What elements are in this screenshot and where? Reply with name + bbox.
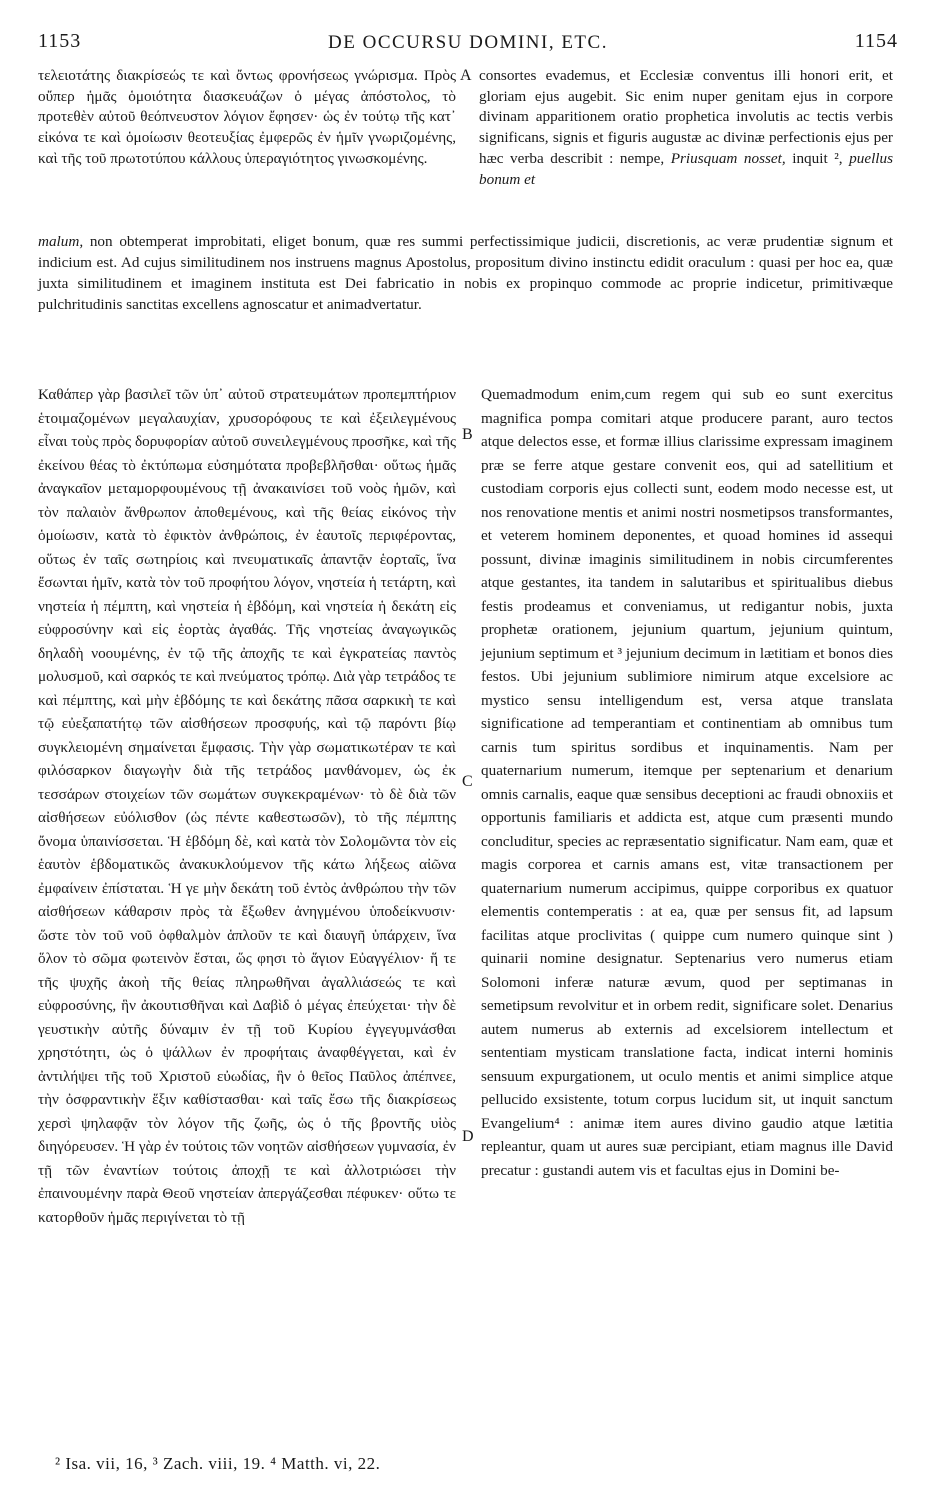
footnotes: ² Isa. vii, 16, ³ Zach. viii, 19. ⁴ Matth. vi, 22. xyxy=(55,1454,381,1473)
latin-quote-attribution: inquit ², xyxy=(785,149,843,167)
left-column-number: 1153 xyxy=(38,30,82,52)
greek-text-top: τελειοτάτης διακρίσεώς τε καὶ ὄντως φρονήσεως γνώρισμα. Πρὸς οὔπερ ἡμᾶς ὁμοιότητα διασκευάζων ὁ μέγας ἀπόστολος, τὸ προτεθὲν αὐτοῦ θεόπνευστον λόγιον ἔφησεν· ὡς ἐν τούτῳ τῆς κατ᾽ εἰκόνα τε καὶ ὁμοίωσιν θεοτευξίας ἐμφερῶς ἐν ἡμῖν γνωριζομένης, καὶ τῆς τοῦ πρωτοτύπου κάλλους ὑπεραγιότητος γινωσκομένης. xyxy=(38,67,456,167)
page-header xyxy=(38,30,898,56)
latin-quote-end: malum, xyxy=(38,233,84,250)
running-title: DE OCCURSU DOMINI, ETC. xyxy=(328,32,608,53)
latin-text-continuation xyxy=(38,231,893,315)
greek-text-main: Καθάπερ γὰρ βασιλεῖ τῶν ὑπ᾽ αὐτοῦ στρατευμάτων προπεμπτήριον ἑτοιμαζομένων μεγαλαυχίαν, χρυσορόφους τε καὶ ἐξειλεγμένους εἶναι τοὺς πρὸς δορυφορίαν αὐτοῦ συνειλεγμένους προσῆκε, καὶ τῆς ἐκείνου θέας τὸ ἐκτύπωμα εὐσημότατα προβεβλῆσθαι· οὕτως ἡμᾶς ἀναγκαῖον μεταμορφουμένους τῇ ἀνακαινίσει τοῦ νοὸς ἡμῶν, καὶ τὸν παλαιὸν ἄνθρωπον ἀποθεμένους, καὶ τῆς θείας εἰκόνος τὴν ὁμοίωσιν, κατὰ τὸ ἐφικτὸν ἀνθρώποις, ἐν ἑαυτοῖς περιφέροντας, οὕτως ἐν ταῖς σωτηρίοις καὶ πνευματικαῖς ἁπαντᾷν ἑορταῖς, ἵνα ἔσωνται ἡμῖν, κατὰ τὸν τοῦ προφήτου λόγον, νηστεία ἡ τετάρτη, καὶ νηστεία ἡ πέμπτη, καὶ νηστεία ἡ ἑβδόμη, καὶ νηστεία ἡ δεκάτη εἰς εὐφροσύνην καὶ εἰς ἑορτὰς ἀγαθάς. Τῆς νηστείας ἀναγωγικῶς δηλαδὴ νοουμένης, ἐν τῷ τῆς ἀποχῆς τε καὶ ἐγκρατείας παντὸς μολυσμοῦ, καὶ σαρκός τε καὶ πνεύματος τρόπῳ. Διὰ γὰρ τετράδος τε καὶ πέμπτης, καὶ μὴν ἑβδόμης τε καὶ δεκάτης πᾶσα σαρκικὴ τε καὶ τῷ εὐεξαπατήτῳ τῶν αἰσθήσεων προσφυής, καὶ τῷ παρόντι βίῳ συγκλειομένη σημαίνεται ἔμφασις. Τὴν γὰρ σωματικωτέραν τε καὶ φιλόσαρκον διαγωγὴν διὰ τῆς τετράδος μανθάνομεν, ὡς ἐκ τεσσάρων στοιχείων τῶν σωμάτων συγκεκραμένων· τὸ δὲ διὰ τῶν αἰσθήσεων εὐόλισθον (ὡς πέντε καθεστωσῶν), τὸ τῆς πέμπτης ὄνομα ὑπαινίσσεται. Ἡ ἑβδόμη δὲ, καὶ κατὰ τὸν Σολομῶντα τὸν εἰς ἑαυτὸν ἑβδοματικῶς ἀνακυκλούμενον τῆς κάτω λήξεως αἰῶνα ἐμφαίνειν ἐπίσταται. Ἡ γε μὴν δεκάτη τοῦ ἐντὸς ἀνθρώπου τὴν τῶν αἰσθήσεων κάθαρσιν πρὸς τὰ ἔξωθεν ἀνηγμένου ὑποδείκνυσιν· ὥστε τὸν τοῦ νοῦ ὀφθαλμὸν ἁπλοῦν τε καὶ διαυγῆ ὑπάρχειν, ἵνα ὅλον τὸ σῶμα φωτεινὸν ἔσται, ὥς φησι τὸ ἅγιον Εὐαγγέλιον· ἥ τε τῆς ψυχῆς ἀκοὴ τῆς θείας πληρωθῆναι ἀγαλλιάσεώς τε καὶ εὐφροσύνης, ἣν ἀκουτισθῆναι καὶ Δαβὶδ ὁ μέγας ἐπεύχεται· τὴν δὲ γευστικὴν αὐτῆς δύναμιν ἐν τῇ τοῦ Κυρίου ἐγγεγυμνάσθαι χρηστότητι, ὡς ὁ ψάλλων ἐν προφήταις ἀναφθέγγεται, καὶ ἐν ἀντιλήψει τῆς τοῦ Χριστοῦ εὐωδίας, ἣν ὁ θεῖος Παῦλος ἀπέπνεε, τὴν ὀσφραντικὴν ἕξιν καθίστασθαι· καὶ ταῖς ἔσω τῆς διακρίσεως χερσὶ ψηλαφᾷν τὸν λόγον τῆς ζωῆς, ὡς ὁ τῆς βροντῆς υἱὸς διηγόρευσεν. Ἡ γὰρ ἐν τούτοις τῶν νοητῶν αἰσθήσεων γυμνασία, ἐν τῇ τῶν ἐναντίων τούτοις ἀποχῇ τε καὶ ἀλλοτριώσει τὴν ἐπαινουμένην παρὰ Θεοῦ νηστείαν ἀπεργάζεσθαι πέφυκεν· οὕτω τε κατορθοῦν ἡμᾶς περιγίνεται τὸ τῇ xyxy=(38,386,456,1226)
latin-text-top-body: consortes evademus, et Ecclesiæ conventus illi honori erit, et gloriam ejus augebit. Sic enim nuper genitam ejus in corpore divinam apparitionem oratio prophetica involutis ac tectis verbis significans, signis et figuris augustæ ac divinæ perfectionis ejus per hæc verba describit : nempe, xyxy=(479,67,893,167)
margin-marker-b: B xyxy=(462,426,473,443)
latin-text-main: Quemadmodum enim,cum regem qui sub eo sunt exercitus magnifica pompa comitari atque producere parant, auro tectos atque delectos esse, et formæ illius clarissime expressam imaginem præ se ferre atque gestare convenit eos, qui ad satellitium et custodiam corporis ejus collecti sunt, eodem modo necesse est, ut nos renovatione mentis et animi nostri nosmetipsos transformantes, et veterem hominem deponentes, et quoad homines id assequi possunt, divinæ imaginis similitudinem in nobis circumferentes atque gestantes, ita tandem in salutaribus et spiritualibus diebus festis prodeamus et conveniamus, ut redigantur nobis, juxta prophetæ orationem, jejunium quartum, jejunium quintum, jejunium septimum et ³ jejunium decimum in lætitiam et bonos dies festos. Ubi jejunium sublimiore nimirum atque excelsiore ac mystico sensu intelligendum est, versa atque translata significatione ad temperantiam et continentiam ab omnibus tum carnis tum spiritus sordibus et inquinamentis. Nam per quaternarium numerum, itemque per septenarium et denarium omnis carnalis, eaque quæ sensibus deceptioni ac fraudi obnoxiis et opportunis familiaris et addicta est, atque cum præsenti mundo concluditur, species ac repræsentatio significatur. Nam eam, quæ et magis corporea et carnis amans est, vitæ transactionem per quaternarium numerum accipimus, quippe corporibus ex quatuor elementis contemperatis : at ea, quæ per sensus fit, ad lapsum facilitas atque proclivitas ( quippe cum numero quinque sint ) quinarii nomine designatur. Septenarius vero numerus etiam Solomoni inferæ naturæ ævum, quod per septimanas in semetipsum revolvitur et in orbem redit, significare solet. Denarius autem numerus ab externis ad excelsiorem intellectum et sententiam mysticam translatione facta, indicat interni hominis sensuum expurgationem, ut oculo mentis et animi simplice atque pellucido exsistente, totum corpus lucidum sit, ut inquit sanctum Evangelium⁴ : animæ item aures divino gaudio atque lætitia repleantur, quam ut aures suæ percipiant, etiam magnus ille David precatur : gustandi autem vis et facultas ejus in Domini be- xyxy=(481,386,893,1179)
margin-marker-a: A xyxy=(460,67,472,84)
latin-continuation-body: non obtemperat improbitati, eliget bonum, quæ res summi perfectissimique judicii, discretionis, ac veræ prudentiæ signum et indicium est. Ad cujus similitudinem nos instruens magnus Apostolus, propositum divino instinctu edidit oraculum : quasi per hoc ea, quæ juxta similitudinem et imaginem instituta est Dei fabricatio in nobis ex propinquo commode ac proprie indicetur, primitivæque pulchritudinis sanctitas excellens agnoscatur et animadvertatur. xyxy=(38,233,893,313)
margin-marker-c: C xyxy=(462,773,473,790)
right-column-number: 1154 xyxy=(854,30,898,52)
latin-quote-continued: puellus bonum et xyxy=(479,149,894,188)
margin-marker-d: D xyxy=(462,1128,474,1145)
latin-quote-start: Priusquam nosset, xyxy=(670,149,786,167)
latin-text-top xyxy=(479,66,893,190)
